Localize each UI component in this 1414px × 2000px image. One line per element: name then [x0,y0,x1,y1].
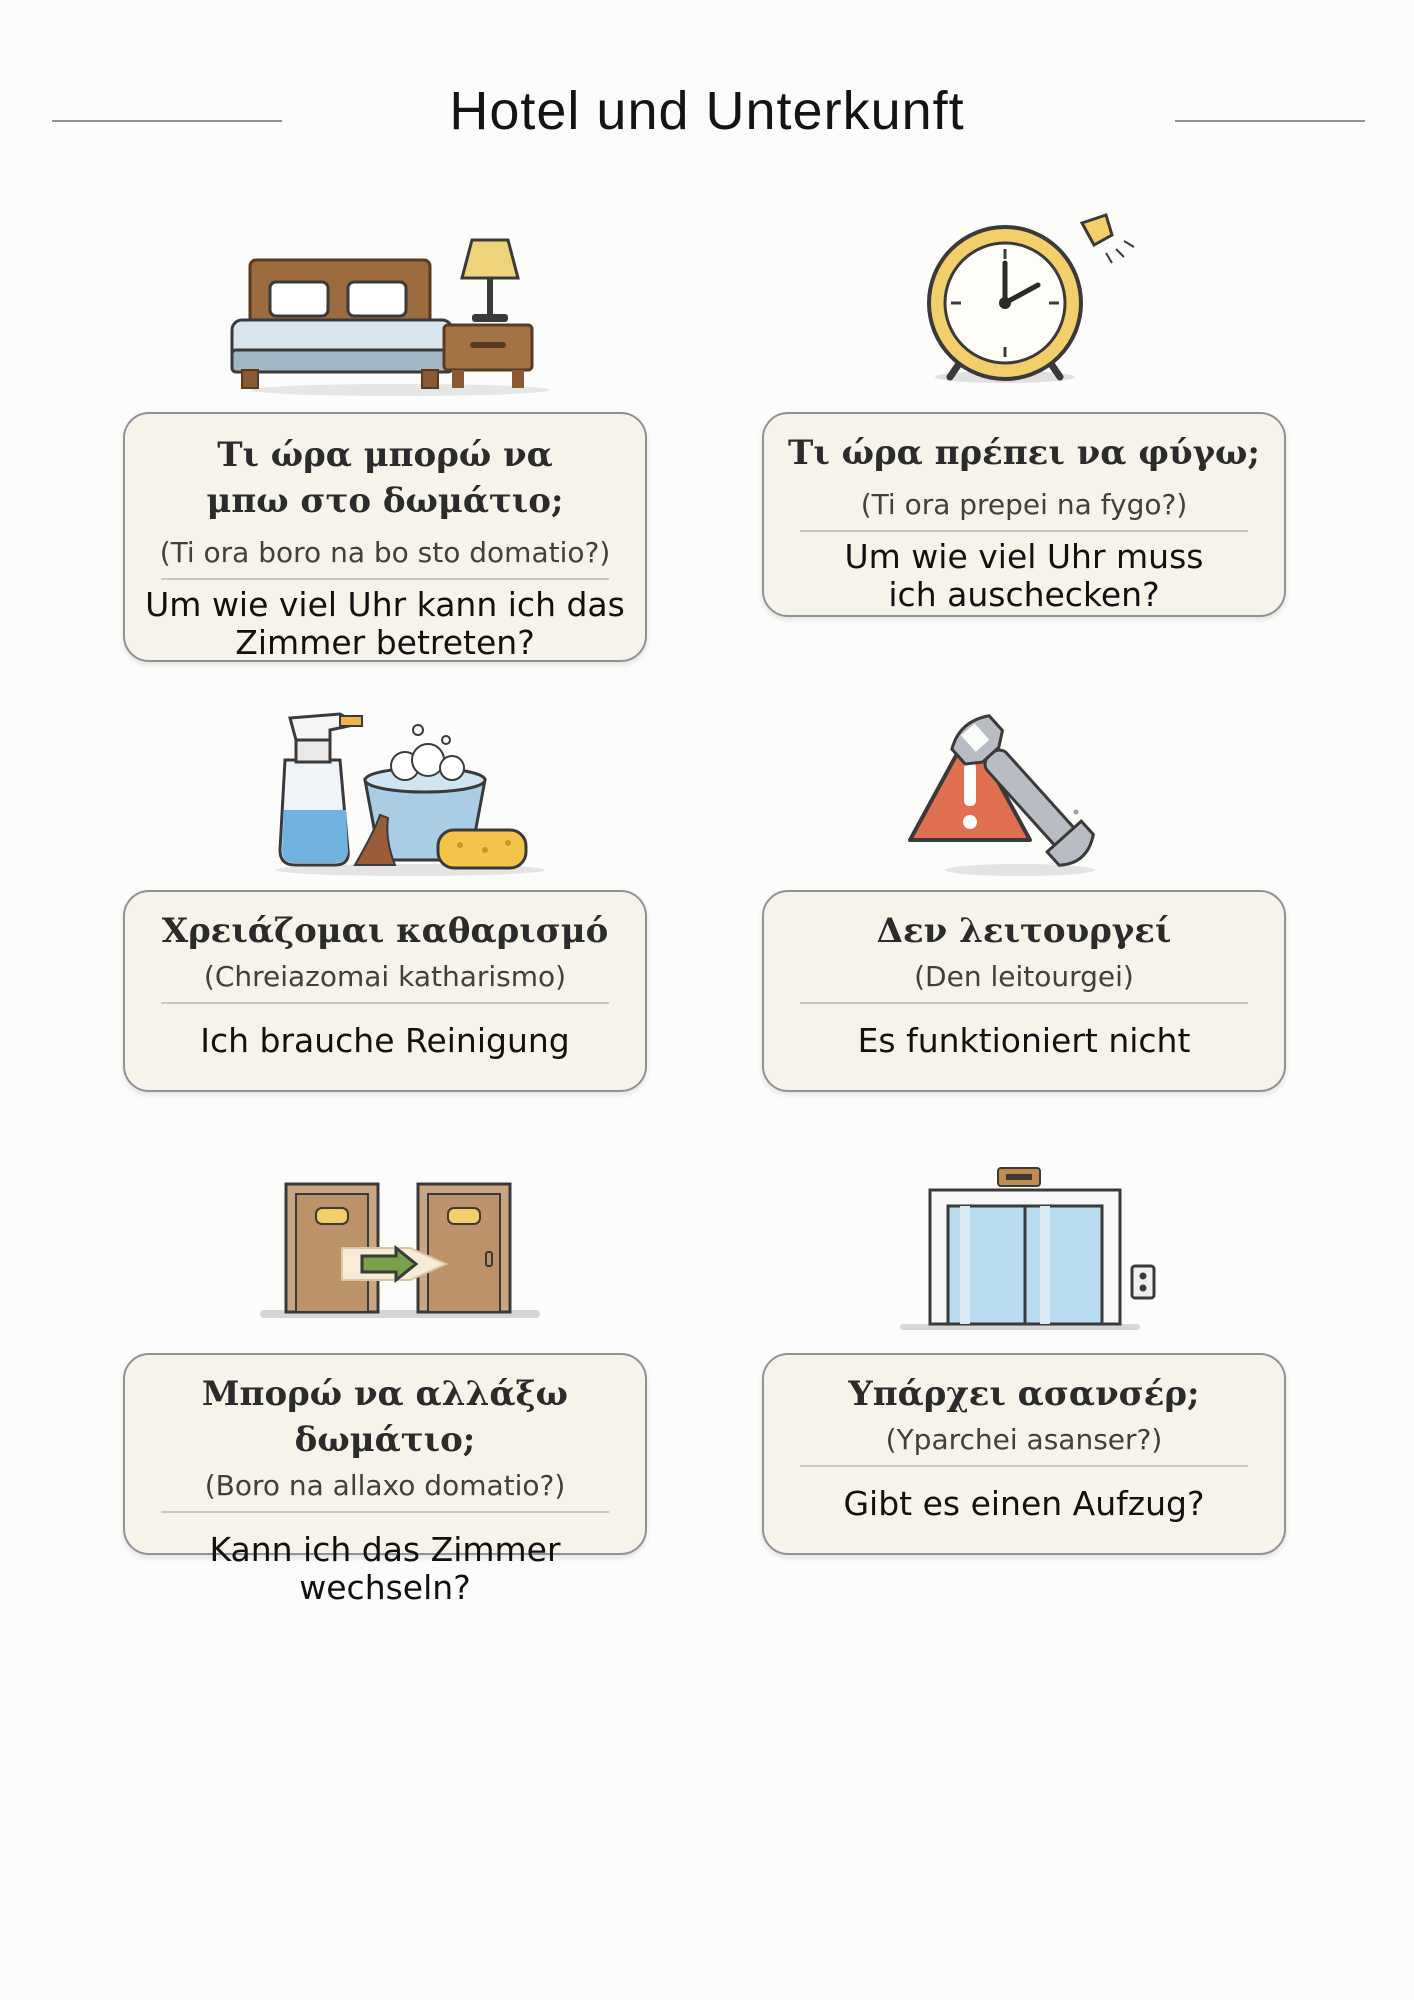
card-cleaning [123,890,647,1092]
card-divider [800,1002,1248,1004]
page-title: Hotel und Unterkunft [449,81,965,141]
german-translation: Kann ich das Zimmer wechseln? [209,1530,561,1607]
greek-phrase: Τι ώρα μπορώ να μπω στο δωμάτιο; [206,435,564,521]
greek-phrase: Μπορώ να αλλάξω δωμάτιο; [201,1374,569,1460]
german-translation: Um wie viel Uhr kann ich das Zimmer betreten? [145,585,625,662]
card-checkout-time [762,412,1286,617]
card-divider [161,1002,609,1004]
title-rule-right [1175,120,1365,122]
card-divider [800,1465,1248,1467]
greek-phrase: Υπάρχει ασανσέρ; [848,1374,1200,1414]
alarm-clock-icon [850,205,1210,385]
german-translation: Gibt es einen Aufzug? [843,1484,1205,1523]
card-checkin-time [123,412,647,662]
card-elevator [762,1353,1286,1555]
greek-phrase: Χρειάζομαι καθαρισμό [161,911,609,951]
card-divider [800,530,1248,532]
german-translation: Es funktioniert nicht [857,1021,1191,1060]
card-divider [161,578,609,580]
transliteration: (Ti ora boro na bo sto domatio?) [159,536,611,569]
transliteration: (Yparchei asanser?) [885,1423,1163,1456]
transliteration: (Chreiazomai katharismo) [203,960,567,993]
german-translation: Um wie viel Uhr muss ich auschecken? [844,537,1204,614]
card-not-working [762,890,1286,1092]
bed-with-lamp-icon [220,220,580,400]
german-translation: Ich brauche Reinigung [200,1021,570,1060]
change-room-doors-icon [250,1170,610,1350]
card-change-room [123,1353,647,1607]
transliteration: (Boro na allaxo domatio?) [204,1469,566,1502]
transliteration: (Den leitourgei) [914,960,1134,993]
greek-phrase: Τι ώρα πρέπει να φύγω; [788,433,1260,473]
elevator-icon [900,1160,1260,1340]
transliteration: (Ti ora prepei na fygo?) [860,488,1188,521]
cleaning-supplies-icon [260,700,620,880]
warning-wrench-icon [880,700,1240,880]
greek-phrase: Δεν λειτουργεί [876,911,1172,951]
card-divider [161,1511,609,1513]
